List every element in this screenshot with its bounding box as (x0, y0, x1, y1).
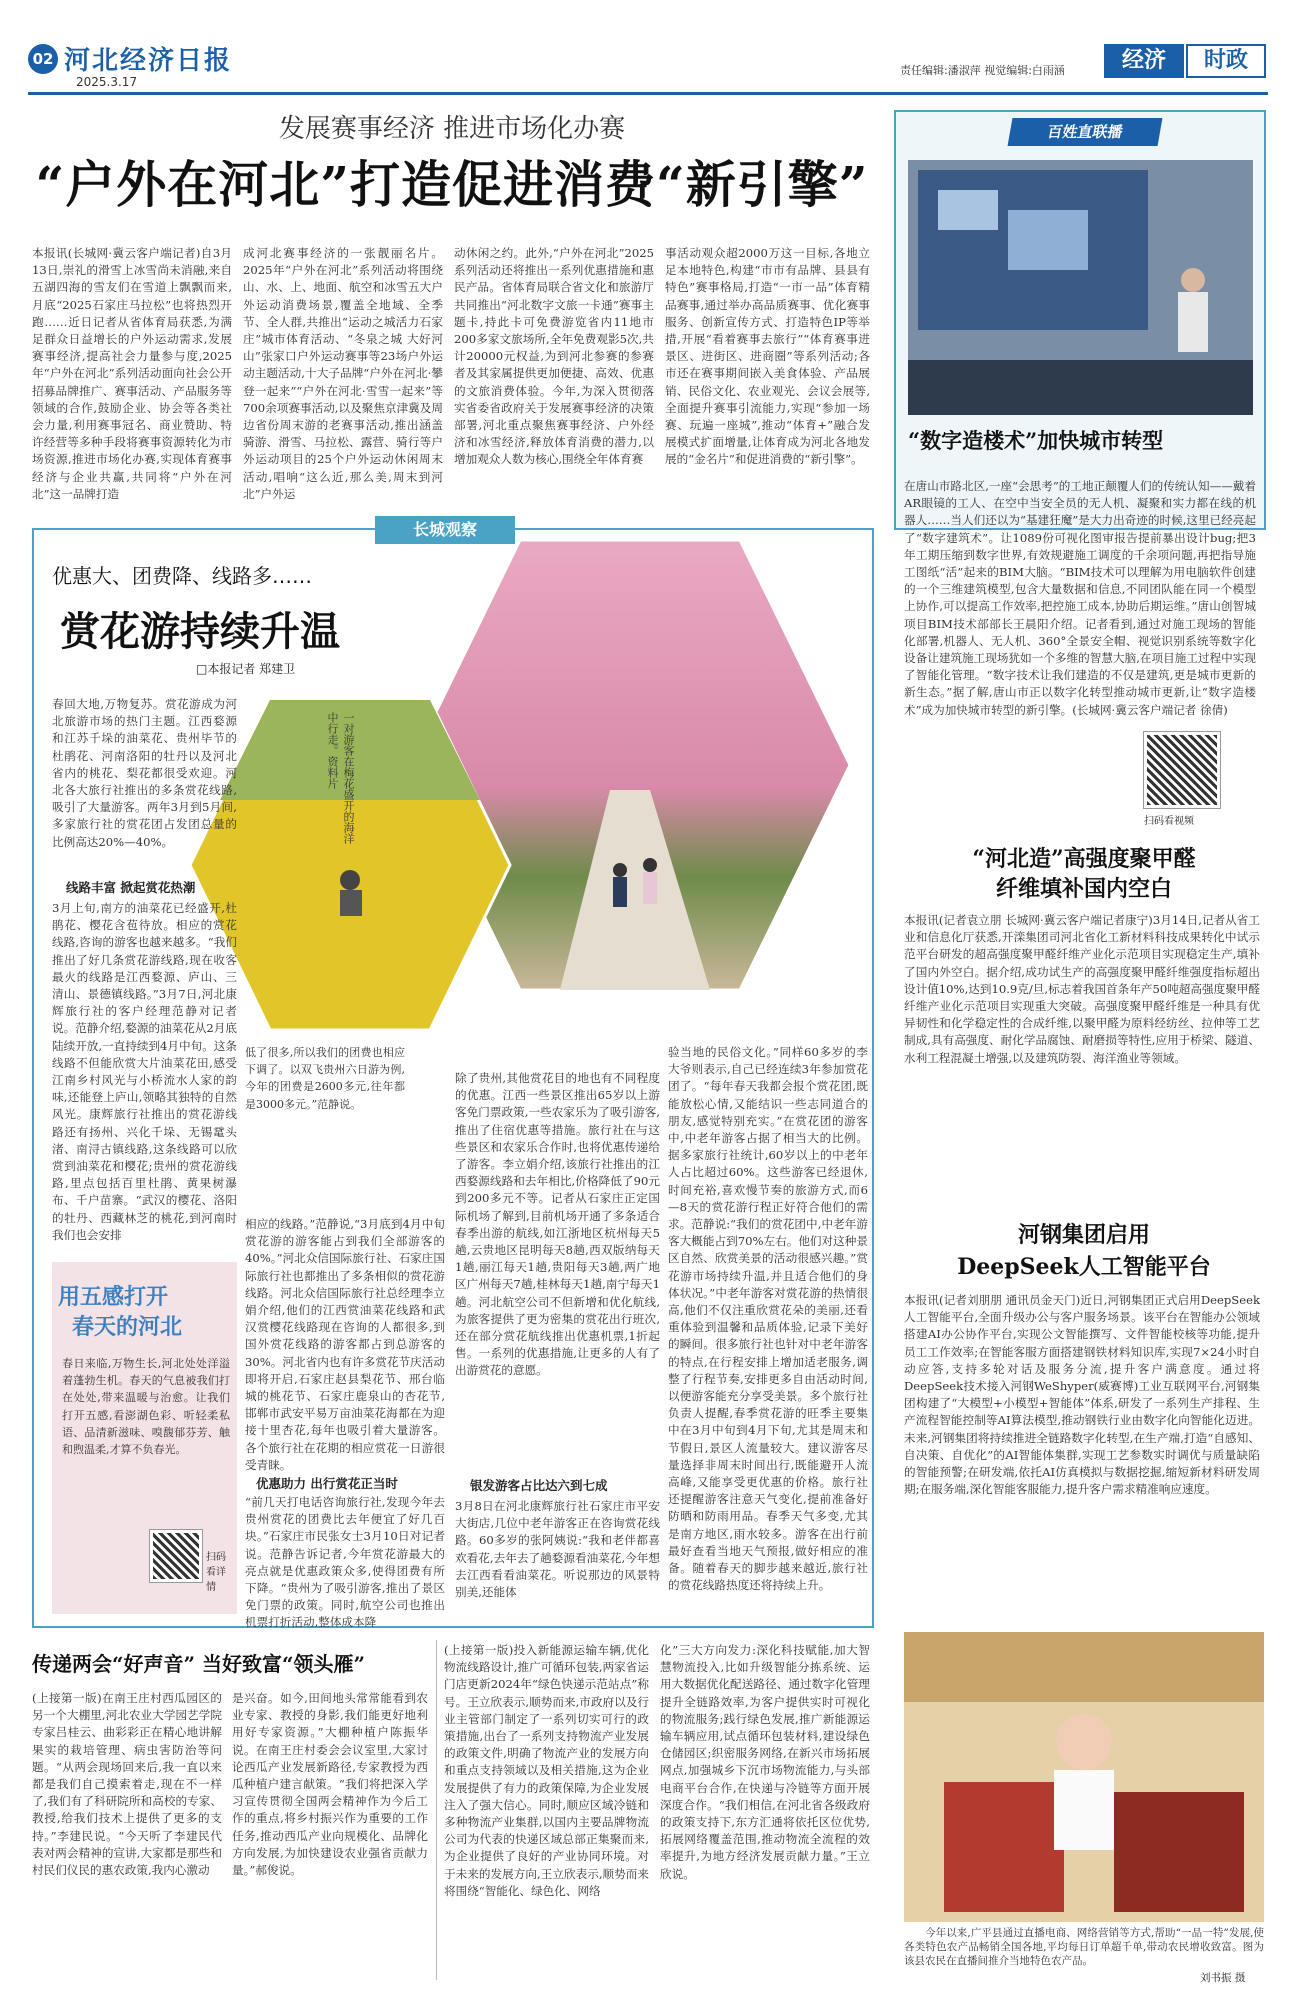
feature-byline: □本报记者 郑建卫 (196, 662, 296, 676)
lead-col-2: 成河北赛事经济的一张靓丽名片。2025年“户外在河北”系列活动将围绕山、水、上、地面、航空和冰雪五大户外运动消费场景,覆盖全地域、全季节、全人群,共推出“运动之城活力石家庄”城市体育活动、“冬泉之城 大好河山”张家口户外运动赛事等23场户外运动主题活动,十大子品牌“户外在河北·攀登一起来”“户外在河北·雪雪一起来”等700余项赛事活动,以及聚焦京津冀及周边省份周末游的老赛事活动,推出涵盖骑游、滑雪、马拉松、露营、骑行等户外运动项目的25个户外运动休闲周末活动,唱响“这么近,那么美,周末到河北”户外运 (243, 246, 443, 501)
bottom-mid-col-2: 化”三大方向发力:深化科技赋能,加大智慧物流投入,比如升级智能分拣系统、运用大数据优化配送路径、通过数字化管理提升全链路效率,为客户提供实时可视化的物流服务;践行绿色发展,推广新能源运输车辆应用,试点循环包装材料,建设绿色仓储园区;织密服务网络,在新兴市场拓展网点,加强城乡下沉市场物流能力,与头部电商平台合作,在快递与冷链等方面开展深度合作。“我们相信,在河北省各级政府的政策支持下,东方汇通将依托区位优势,拓展网络覆盖范围,推动物流全流程的效率提升,为地方经济发展贡献力量。”王立欣说。 (660, 1643, 870, 1881)
story3-title-line2: DeepSeek人工智能平台 (957, 1254, 1211, 1280)
lead-col-4: 事活动观众超2000万这一目标,各地立足本地特色,构建“市市有品牌、县县有特色”赛事格局,打造“一市一品”体育精品赛事,通过举办高品质赛事、优化赛事服务、创新宣传方式、打造特色IP等举措,开展“看着赛事去旅行”“体育赛事进景区、进街区、进商圈”等系列活动;各市还在赛事期间嵌入美食体验、产品展销、民俗文化、农业观光、会议会展等,全面提升赛事引流能力,实现“参加一场赛、玩遍一座城”,推动“体育+”融合发展模式扩面增量,让体育成为河北各地发展的“金名片”和促进消费的“新引擎”。 (665, 246, 870, 467)
feature-kicker: 优惠大、团费降、线路多…… (52, 564, 312, 588)
column-divider (436, 1640, 437, 1980)
story3-text: 本报讯(记者刘朋朋 通讯员金天门)近日,河钢集团正式启用DeepSeek人工智能平台,全面升级办公与客户服务场景。该平台在智能办公领域搭建AI办公协作平台,实现公文智能撰写、文件智能校核等功能,提升员工工作效率;在智能客服方面搭建钢铁材料知识库,实现7×24小时自动应答,支持多轮对话及服务分流,提升客户满意度。通过将DeepSeek技术接入河钢WeShyper(威赛博)工业互联网平台,河钢集团构建了“大模型+小模型+智能体”体系,研发了一系列生产排程、生产流程智能控制等AI算法模型,推动钢铁行业由数字化向智能化迈进。未来,河钢集团将持续推进全链路数字化转型,在生产端,打造“自感知、自决策、自优化”的AI智能体集群,实现工艺参数实时调优与质量缺陷的智能预警;在研发端,依托AI仿真模拟与数据挖掘,缩短新材料研发周期;在服务端,深化智能客服能力,提升客户需求精准响应速度。 (904, 1293, 1260, 1497)
section-tag-economy: 经济 (1104, 44, 1184, 78)
feature-col-4: 验当地的民俗文化。”同样60多岁的李大爷则表示,自己已经连续3年参加赏花团了。“每年春天我都会报个赏花团,既能放松心情,又能结识一些志同道合的朋友,感觉特别充实。”在赏花团的游客中,中老年游客占据了相当大的比例。据多家旅行社统计,60岁以上的中老年人占比超过60%。这些游客已经退休,时间充裕,喜欢慢节奏的旅游方式,而6—8天的赏花游行程正好符合他们的需求。范静说:“我们的赏花团中,中老年游客大概能占到70%左右。他们对这种景区自然、欣赏美景的活动很感兴趣。”赏花游市场持续升温,并且适合他们的身体状况。”中老年游客对赏花游的热情很高,他们不仅注重欣赏花朵的美丽,还看重体验到温馨和品质体验,记录下美好的瞬间。很多旅行社也针对中老年游客的特点,在行程安排上增加适老服务,调整了行程节奏,安排更多自由活动时间,以便游客能充分享受美景。多个旅行社负责人提醒,春季赏花游的旺季主要集中在3月中旬到4月下旬,尤其是周末和节假日,景区人流量较大。建议游客尽量选择非周末时间出行,既能避开人流高峰,又能享受更优惠的价格。旅行社还提醒游客注意天气变化,提前准备好防晒和防雨用品。春季天气多变,尤其是南方地区,雨水较多。游客在出行前最好查看当地天气预报,做好相应的准备。随着春天的脚步越来越近,旅行社的赏花线路热度还将持续上升。 (668, 1045, 868, 1593)
right-top-title: “数字造楼术”加快城市转型 (908, 428, 1164, 453)
lead-col-3: 动休闲之约。此外,“户外在河北”2025系列活动还将推出一系列优惠措施和惠民产品。省体育局联合省文化和旅游厅共同推出“河北数字文旅一卡通”赛事主题卡,持此卡可免费游览省内11地市200多家文旅场所,全年免费观影5次,共计20000元权益,为到河北参赛的参赛者及其家属提供更加便捷、高效、优惠的文旅消费体验。今年,为深入贯彻落实省委省政府关于发展赛事经济的决策部署,河北重点聚焦赛事经济、户外经济和冰雪经济,释放体育消费的潜力,以增加观众人数为核心,围绕全年体育赛 (454, 246, 654, 467)
section-tag-politics: 时政 (1186, 44, 1266, 78)
bottom-left-col-1: (上接第一版)在南王庄村西瓜园区的另一个大棚里,河北农业大学园艺学院专家吕桂云、曲彩彩正在精心地讲解果实的栽培管理、病虫害防治等问题。“从两会现场回来后,我一直以来都是我们自己摸索着走,现在不一样了,我们有了科研院所和高校的专家、教授,给我们技术上提供了更多的支持。”李建民说。“今天听了李建民代表对两会精神的宣讲,大家都是那些和村民们仪民的惠农政策,我内心激动 (32, 1691, 222, 1878)
subhead-discount: 优惠助力 出行赏花正当时 (256, 1476, 398, 1491)
box-title-2: 春天的河北 (72, 1315, 183, 1340)
feature-intro: 春回大地,万物复苏。赏花游成为河北旅游市场的热门主题。江西婺源和江苏千垛的油菜花、贵州毕节的杜鹃花、河南洛阳的牡丹以及河北省内的桃花、梨花都很受欢迎。河北各大旅行社推出的多条赏花线路,吸引了大量游客。两年3月到5月间,多家旅行社的赏花团占发团总量的比例高达20%—40%。 (52, 697, 237, 849)
feature-col-3a: 除了贵州,其他赏花目的地也有不同程度的优惠。江西一些景区推出65岁以上游客免门票政策,一些农家乐为了吸引游客,推出了住宿优惠等措施。旅行社在与这些景区和农家乐合作时,也将优惠传递给了游客。李立娟介绍,该旅行社推出的江西婺源线路和去年相比,价格降低了90元到200多元不等。记者从石家庄正定国际机场了解到,目前机场开通了多条适合春季出游的航线,如江浙地区杭州每天5趟,云贵地区昆明每天8趟,西双版纳每天1趟,丽江每天1趟,贵阳每天3趟,两广地区广州每天7趟,桂林每天1趟,南宁每天1趟。河北航空公司不但新增和优化航线,为旅客提供了更为密集的赏花出行班次,还在部分赏花航线推出优惠机票,1折起售。一系列的优惠措施,让更多的人有了出游赏花的意愿。 (455, 1071, 660, 1378)
photo-caption-livestream: 今年以来,广平县通过直播电商、网络营销等方式,帮助“一品一特”发展,使各类特色农产品畅销全国各地,平均每日订单超千单,带动农民增收致富。图为该县农民在直播间推介当地特色农产品。 (904, 1927, 1264, 1967)
smart-construction-photo (908, 160, 1253, 415)
lead-title: “户外在河北”打造促进消费“新引擎” (35, 155, 869, 214)
feature-col-3b: 3月8日在河北康辉旅行社石家庄市平安大街店,几位中老年游客正在咨询赏花线路。60多岁的张阿姨说:“我和老伴都喜欢看花,去年去了趟婺源看油菜花,今年想去江西看看油菜花。听说那边的风景特别美,还能体 (455, 1499, 660, 1600)
subhead-routes: 线路丰富 掀起赏花热潮 (66, 880, 196, 895)
page-number: 02 (28, 44, 58, 74)
bottom-left-title: 传递两会“好声音” 当好致富“领头雁” (32, 1652, 365, 1676)
video-qr-code[interactable] (1144, 732, 1220, 808)
story2-text: 本报讯(记者袁立朋 长城网·冀云客户端记者康宁)3月14日,记者从省工业和信息化厅获悉,开滦集团司河北省化工新材料科技成果转化中试示范平台研发的超高强度聚甲醛纤维产业化示范项目实现稳定生产,填补了国内外空白。据介绍,成功试生产的高强度聚甲醛纤维强度指标超出设计值10%,达到10.9克/旦,标志着我国首条年产50吨超高强度聚甲醛纤维产业化示范项目实现重大突破。高强度聚甲醛纤维是一种具有优异韧性和化学稳定性的合成纤维,以聚甲醛为原料经纺丝、拉伸等工艺制成,具有高强度、耐化学品腐蚀、耐磨损等特性,应用于桥梁、隧道、水利工程混凝土增强,以及建筑防裂、海洋渔业等领域。 (904, 913, 1260, 1065)
story2-title-line2: 纤维填补国内空白 (995, 876, 1172, 902)
issue-date: 2025.3.17 (76, 75, 138, 89)
box-title-1: 用五感打开 (58, 1285, 169, 1310)
lead-kicker: 发展赛事经济 推进市场化办赛 (278, 114, 626, 144)
feature-col-2a: 低了很多,所以我们的团费也相应下调了。以双飞贵州六日游为例,今年的团费是2600多元,往年都是3000多元。”范静说。 (245, 1046, 405, 1111)
column-tag: 长城观察 (375, 516, 515, 544)
box-text: 春日来临,万物生长,河北处处洋溢着蓬勃生机。春天的气息被我们打在处处,带来温暖与治愈。让我们打开五感,看澎湖色彩、听轻柔私语、品清新滋味、嗅馥郁芬芳、触和煦温柔,才算不负春光。 (62, 1357, 230, 1457)
livestream-photo (904, 1632, 1264, 1922)
feature-col-2b: “前几天打电话咨询旅行社,发现今年去贵州赏花的团费比去年便宜了好几百块。”石家庄市民张女士3月10日对记者说。范静告诉记者,今年赏花游最大的亮点就是优惠政策众多,使得团费有所下降。“贵州为了吸引游客,推出了景区免门票的政策。同时,航空公司也推出机票打折活动,整体成本降 (245, 1495, 445, 1630)
qr-label: 扫码看详情 (206, 1552, 226, 1593)
subhead-seniors: 银发游客占比达六到七成 (470, 1478, 608, 1493)
photo-caption: 一对游客在梅花盛开的海洋中行走。资料片 (326, 712, 355, 844)
right-top-text: 在唐山市路北区,一座“会思考”的工地正颠覆人们的传统认知——戴着AR眼镜的工人、在空中当安全员的无人机、凝聚和实力都在线的机器人……当人们还以为“基建狂魔”是大力出奇迹的时候,这里已经亮起了“数字建筑术”。让1089份可视化图审报告提前暴出设计bug;把3年工期压缩到数字世界,有效规避施工调度的千余项问题,再把指导施工图纸“活”起来的BIM大脑。“BIM技术可以理解为用电脑软件创建的一个三维建筑模型,包含大量数据和信息,不同团队能在同一个模型上协作,可以提高工作效率,把控施工成本,协助后期运维。”唐山创智城项目BIM技术部部长王晨阳介绍。记者看到,通过对施工现场的智能化部署,机器人、无人机、360°全景安全帽、视觉识别系统等数字化设备让建筑施工现场犹如一个多维的智慧大脑,在项目施工过程中实现了智能化管理。“数字技术让我们建造的不仅是建筑,更是城市更新的新生态。”据了解,唐山市正以数字化转型推动城市更新,让“数字造楼术”成为加快城市转型的新引擎。(长城网·冀云客户端记者 徐倩) (904, 479, 1256, 717)
bottom-left-col-2: 是兴奋。如今,田间地头常常能看到农业专家、教授的身影,我们能更好地利用好专家资源。”大棚种植户陈振华说。在南王庄村委会会议室里,大家讨论西瓜产业发展新路径,专家教授为西瓜种植户建言献策。“我们将把深入学习宣传贯彻全国两会精神作为今后工作的重点,将乡村振兴作为重要的工作任务,推动西瓜产业向规模化、品牌化方向发展,为加快建设农业强省贡献力量。”郝俊说。 (232, 1691, 428, 1878)
qr-code[interactable] (150, 1530, 202, 1582)
paper-name: 河北经济日报 (64, 46, 233, 76)
photo-credit: 刘书振 摄 (1200, 1972, 1246, 1984)
editors: 责任编辑:潘淑萍 视觉编辑:白雨涵 (900, 64, 1065, 77)
video-qr-label: 扫码看视频 (1144, 816, 1194, 827)
live-logo: 百姓直联播 (1008, 118, 1163, 146)
story2-title-line1: “河北造”高强度聚甲醛 (972, 846, 1196, 872)
feature-col-2: 相应的线路。”范静说,“3月底到4月中旬赏花游的游客能占到我们全部游客的40%。”河北众信国际旅行社、石家庄国际旅行社也都推出了多条相似的赏花游线路。河北众信国际旅行社总经理李立娟介绍,他们的江西赏油菜花线路和武汉赏樱花线路现在咨询的人都很多,到国外赏花线路的游客都占到总游客的30%。河北省内也有许多赏花节庆活动即将开启,石家庄赵县梨花节、邢台临城的桃花节、石家庄鹿泉山的杏花节,邯郸市武安平易万亩油菜花海都在为迎接十里杏花,每年也吸引着大量游客。各个旅行社在花期的相应赏花一日游很受青睐。 (245, 1217, 445, 1472)
masthead-rule (28, 92, 1268, 95)
feature-title: 赏花游持续升温 (60, 608, 340, 655)
lead-col-1: 本报讯(长城网·冀云客户端记者)自3月13日,崇礼的滑雪上冰雪尚未消融,来自五湖四海的雪友们在雪道上飘飘而来,月底“2025石家庄马拉松”也将热烈开跑……近日记者从省体育局获悉,为满足群众日益增长的户外运动需求,发展赛事经济,提高社会力量参与度,2025年“户外在河北”系列活动面向社会公开招募品牌推广、赛事活动、产品服务等领域的合作,鼓励企业、协会等各类社会力量,利用赛事冠名、商业赞助、特许经营等多种手段将赛事资源转化为市场资源,推进市场化办赛,实现体育赛事经济与企业共赢,共同将“户外在河北”这一品牌打造 (32, 246, 232, 501)
bottom-mid-col-1: (上接第一版)投入新能源运输车辆,优化物流线路设计,推广可循环包装,两家省运门店更新2024年“绿色快递示范站点”称号。王立欣表示,顺势而来,市政府以及行业主管部门制定了一系列切实可行的政策措施,出台了一系列支持物流产业发展的政策文件,明确了物流产业的发展方向和重点支持领域以及相关措施,这为企业发展提供了有力的政策保障,为企业发展注入了强大信心。同时,顺应区域冷链和多种物流产业集群,以国内主要品牌物流公司为代表的快递区域总部正集聚而来,为企业提供了良好的产业协同环境。对于未来的发展方向,王立欣表示,顺势而来将围绕“智能化、绿色化、网络 (444, 1643, 649, 1898)
story3-title-line1: 河钢集团启用 (1017, 1222, 1150, 1248)
feature-col-1: 3月上旬,南方的油菜花已经盛开,杜鹃花、樱花含苞待放。相应的赏花线路,咨询的游客也越来越多。“我们推出了好几条赏花游线路,现在收客最火的线路是江西婺源、庐山、三清山、景德镇线路。”3月7日,河北康辉旅行社的客户经理范静对记者说。范静介绍,婺源的油菜花从2月底陆续开放,一直持续到4月中旬。这条线路不但能欣赏大片油菜花田,感受江南乡村风光与小桥流水人家的韵味,还能登上庐山,领略其独特的自然风光。康辉旅行社推出的赏花游线路还有扬州、兴化千垛、无锡鼋头渚、南浔古镇线路,这条线路可以欣赏到油菜花和樱花;贵州的赏花游线路,里点包括百里杜鹃、黄果树瀑布、千户苗寨。“武汉的樱花、洛阳的牡丹、西藏林芝的桃花,到河南时我们也会安排 (52, 901, 237, 1242)
